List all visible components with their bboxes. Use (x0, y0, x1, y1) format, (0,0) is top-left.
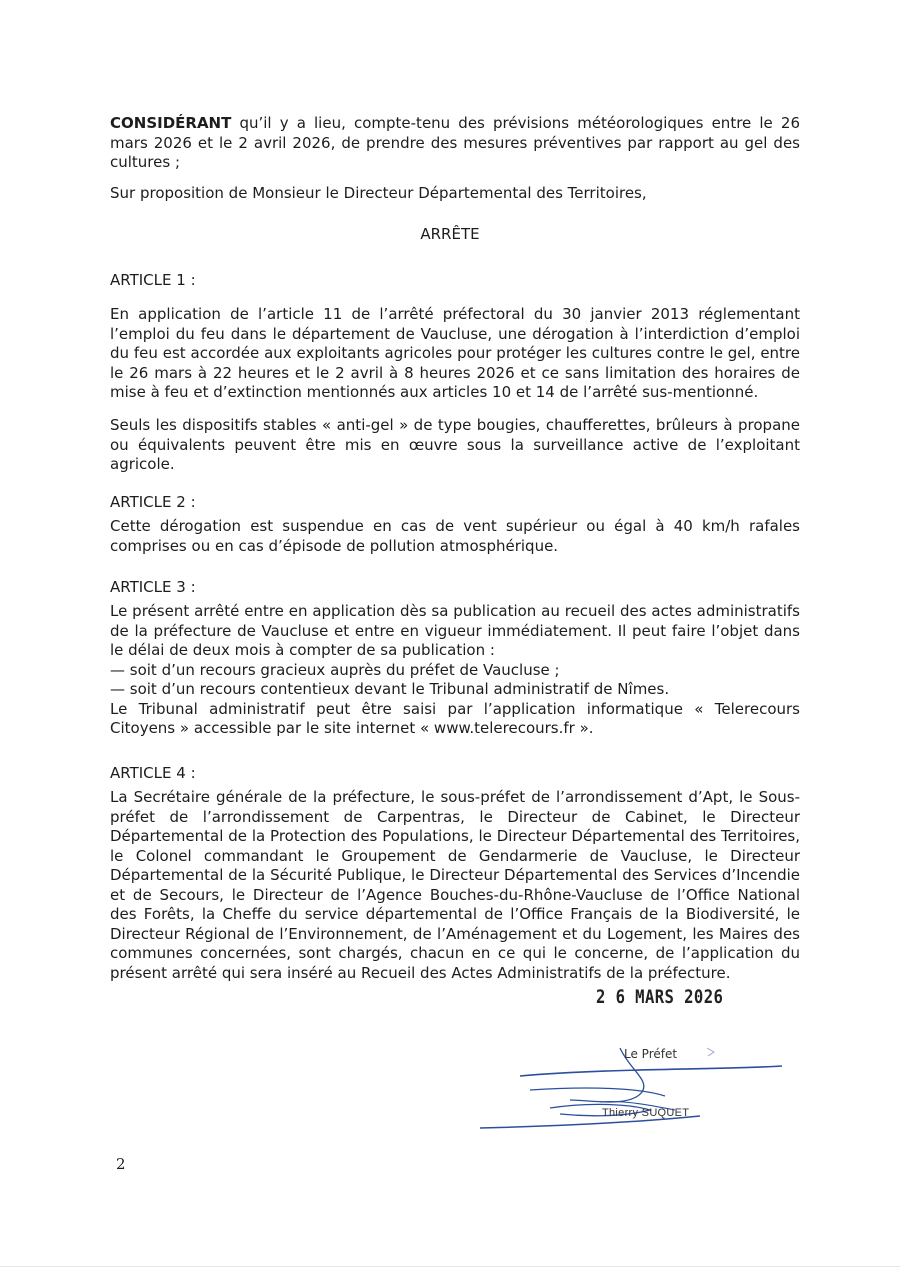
proposition-line: Sur proposition de Monsieur le Directeur Départemental des Territoires, (110, 184, 647, 202)
article-1-paragraph-2: Seuls les dispositifs stables « anti-gel » de type bougies, chaufferettes, brûleurs à propane ou équivalents peuvent être mis en œuvre sous la surveillance active de l’exploitant agricole. (110, 416, 800, 473)
page-bottom-edge (0, 1266, 900, 1267)
article-3-paragraph-1: Le présent arrêté entre en application dès sa publication au recueil des actes administratifs de la préfecture de Vaucluse et entre en vigueur immédiatement. Il peut faire l’objet dans le délai de deux mois à compter de sa publication : (110, 602, 800, 659)
article-3-body (110, 602, 800, 739)
considerant-text: qu’il y a lieu, compte-tenu des prévisions météorologiques entre le 26 mars 2026 et le 2 avril 2026, de prendre des mesures préventives par rapport au gel des cultures ; (110, 114, 800, 171)
article-1-heading: ARTICLE 1 : (110, 271, 196, 289)
considerant-lead: CONSIDÉRANT (110, 114, 232, 132)
article-2-heading: ARTICLE 2 : (110, 493, 196, 511)
article-4-paragraph: La Secrétaire générale de la préfecture, le sous-préfet de l’arrondissement d’Apt, le Sous-préfet de l’arrondissement de Carpentras, le Directeur de Cabinet, le Directeur Départemental de la Protection des Populations, le Directeur Départemental des Territoires, le Colonel commandant le Groupement de Gendarmerie de Vaucluse, le Directeur Départemental de la Sécurité Publique, le Directeur Départemental des Services d’Incendie et de Secours, le Directeur de l’Agence Bouches-du-Rhône-Vaucluse de l’Office National des Forêts, la Cheffe du service départemental de l’Office Français de la Biodiversité, le Directeur Régional de l’Environnement, de l’Aménagement et du Logement, les Maires des communes concernées, sont chargés, chacun en ce qui le concerne, de l’application du présent arrêté qui sera inséré au Recueil des Actes Administratifs de la préfecture. (110, 788, 800, 982)
article-3-bullet-recours-gracieux: — soit d’un recours gracieux auprès du préfet de Vaucluse ; (110, 660, 560, 679)
decree-heading: ARRÊTE (420, 225, 480, 243)
article-1-paragraph-1: En application de l’article 11 de l’arrêté préfectoral du 30 janvier 2013 réglementant l’emploi du feu dans le département de Vaucluse, une dérogation à l’interdiction d’emploi du feu est accordée aux exploitants agricoles pour protéger les cultures contre le gel, entre le 26 mars à 22 heures et le 2 avril à 8 heures 2026 et ce sans limitation des horaires de mise à feu et d’extinction mentionnés aux articles 10 et 14 de l’arrêté sus-mentionné. (110, 305, 800, 401)
date-stamp: 2 6 MARS 2026 (596, 986, 724, 1008)
article-3-heading: ARTICLE 3 : (110, 578, 196, 596)
article-3-paragraph-2: Le Tribunal administratif peut être saisi par l’application informatique « Telerecours Citoyens » accessible par le site internet « www.telerecours.fr ». (110, 699, 800, 737)
article-3-bullet-recours-contentieux: — soit d’un recours contentieux devant le Tribunal administratif de Nîmes. (110, 680, 670, 698)
signatory-title: Le Préfet (624, 1047, 678, 1061)
considerant-paragraph (110, 114, 800, 173)
article-2-paragraph: Cette dérogation est suspendue en cas de vent supérieur ou égal à 40 km/h rafales comprises ou en cas d’épisode de pollution atmosphérique. (110, 517, 800, 555)
signatory-name: Thierry SUQUET (602, 1107, 690, 1119)
page-number: 2 (116, 1155, 126, 1173)
article-4-heading: ARTICLE 4 : (110, 764, 196, 782)
